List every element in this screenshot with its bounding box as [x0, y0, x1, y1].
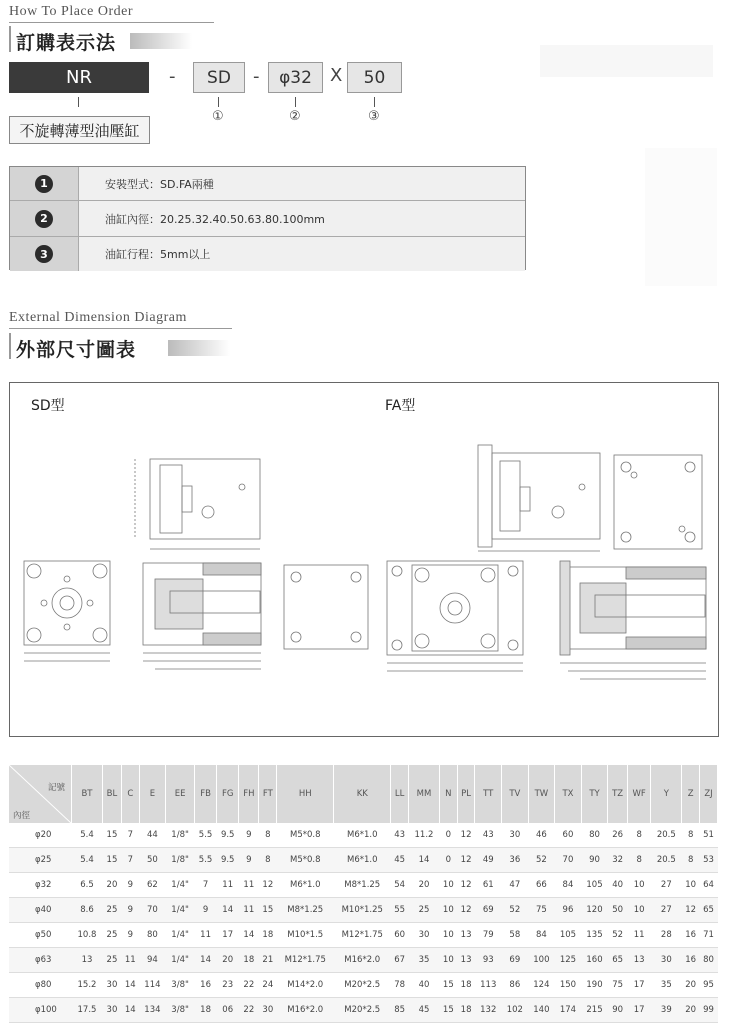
table-cell: 17.5	[72, 998, 103, 1023]
table-cell: 55	[391, 898, 409, 923]
table-cell: 9	[121, 898, 139, 923]
table-cell: 79	[475, 923, 502, 948]
table-cell: 36	[502, 848, 529, 873]
table-cell: 15	[439, 998, 457, 1023]
table-cell: 134	[139, 998, 166, 1023]
table-cell: 18	[259, 923, 277, 948]
column-header: Y	[651, 765, 682, 823]
table-cell: 1/4"	[166, 873, 195, 898]
spec-text: 安裝型式：SD.FA兩種	[79, 167, 525, 200]
table-cell: 100	[528, 948, 555, 973]
table-cell: M6*1.0	[334, 823, 391, 848]
table-header-row	[9, 765, 718, 823]
table-cell: 8	[259, 823, 277, 848]
table-cell: 120	[581, 898, 608, 923]
table-cell: 114	[139, 973, 166, 998]
table-cell: 60	[391, 923, 409, 948]
stroke-code-box: 50	[347, 62, 402, 93]
table-cell: 3/8"	[166, 973, 195, 998]
spec-number-cell	[10, 237, 79, 271]
corner-bottom-label: 內徑	[13, 811, 31, 821]
order-section-title-en: How To Place Order	[9, 4, 134, 19]
ghost-bleed-panel	[645, 148, 717, 286]
table-cell: 14	[195, 948, 217, 973]
column-header: KK	[334, 765, 391, 823]
table-cell: 90	[608, 998, 628, 1023]
table-cell: 20	[102, 873, 121, 898]
table-cell: 1/4"	[166, 948, 195, 973]
column-header: EE	[166, 765, 195, 823]
corner-top-label: 記號	[47, 783, 65, 793]
column-header: TW	[528, 765, 555, 823]
table-cell: 150	[555, 973, 582, 998]
table-cell: M6*1.0	[277, 873, 334, 898]
table-cell: 16	[682, 948, 700, 973]
table-cell: 5.4	[72, 848, 103, 873]
table-cell: 9.5	[217, 848, 239, 873]
table-cell: 3/8"	[166, 998, 195, 1023]
table-cell: 52	[502, 898, 529, 923]
mark-1: ①	[212, 109, 224, 124]
column-header: C	[121, 765, 139, 823]
table-cell: 35	[651, 973, 682, 998]
table-cell: M5*0.8	[277, 823, 334, 848]
table-cell: 10	[682, 873, 700, 898]
table-cell: 8	[259, 848, 277, 873]
number-badge: 1	[35, 175, 53, 193]
fa-type-label: FA型	[385, 398, 416, 414]
table-cell: 39	[651, 998, 682, 1023]
table-cell: 67	[391, 948, 409, 973]
dimension-diagram-frame	[9, 382, 719, 737]
table-cell: 80	[700, 948, 718, 973]
separator-dash-2: -	[253, 66, 260, 87]
table-cell: M16*2.0	[277, 998, 334, 1023]
table-cell: 70	[555, 848, 582, 873]
column-header: BL	[102, 765, 121, 823]
divider	[9, 328, 232, 329]
title-gradient-decoration	[130, 33, 192, 49]
bore-code-box: φ32	[268, 62, 323, 93]
table-cell: 10	[627, 873, 650, 898]
bore-size-cell: φ25	[9, 848, 72, 873]
table-cell: 15	[102, 823, 121, 848]
table-cell: 06	[217, 998, 239, 1023]
table-row	[9, 998, 718, 1023]
table-row	[9, 898, 718, 923]
table-cell: 75	[608, 973, 628, 998]
table-cell: 30	[408, 923, 439, 948]
table-cell: 30	[102, 998, 121, 1023]
table-cell: 10	[439, 873, 457, 898]
bore-size-cell: φ40	[9, 898, 72, 923]
table-cell: 12	[682, 898, 700, 923]
table-cell: 1/8"	[166, 848, 195, 873]
table-cell: 30	[259, 998, 277, 1023]
table-cell: 16	[682, 923, 700, 948]
table-cell: M10*1.5	[277, 923, 334, 948]
table-cell: 11	[121, 948, 139, 973]
table-cell: 58	[502, 923, 529, 948]
sd-section-view	[143, 563, 261, 669]
table-cell: 20	[682, 998, 700, 1023]
spec-row	[10, 167, 525, 201]
table-cell: 13	[72, 948, 103, 973]
sd-front-view	[24, 561, 110, 661]
table-cell: M16*2.0	[334, 948, 391, 973]
model-code-box: NR	[9, 62, 149, 93]
table-cell: 12	[457, 898, 475, 923]
table-cell: 52	[528, 848, 555, 873]
bore-size-cell: φ32	[9, 873, 72, 898]
table-cell: 1/4"	[166, 898, 195, 923]
table-cell: 18	[457, 998, 475, 1023]
table-cell: 99	[700, 998, 718, 1023]
table-cell: 9.5	[217, 823, 239, 848]
table-cell: 6.5	[72, 873, 103, 898]
table-cell: 20	[682, 973, 700, 998]
column-header: TX	[555, 765, 582, 823]
table-cell: 26	[608, 823, 628, 848]
table-cell: 9	[239, 848, 259, 873]
fa-section-view	[560, 561, 706, 679]
bore-size-cell: φ100	[9, 998, 72, 1023]
spec-number-cell	[10, 201, 79, 236]
table-cell: 12	[457, 873, 475, 898]
table-cell: 10	[439, 923, 457, 948]
table-cell: M8*1.25	[334, 873, 391, 898]
table-cell: 124	[528, 973, 555, 998]
table-row	[9, 823, 718, 848]
table-cell: 132	[475, 998, 502, 1023]
table-cell: 9	[195, 898, 217, 923]
column-header: TV	[502, 765, 529, 823]
table-cell: 40	[408, 973, 439, 998]
table-cell: 140	[528, 998, 555, 1023]
table-cell: 174	[555, 998, 582, 1023]
bore-tick	[295, 97, 296, 107]
table-cell: 17	[627, 973, 650, 998]
table-cell: 102	[502, 998, 529, 1023]
table-cell: 25	[102, 948, 121, 973]
table-cell: 94	[139, 948, 166, 973]
spec-text: 油缸內徑：20.25.32.40.50.63.80.100mm	[79, 201, 525, 236]
table-row	[9, 973, 718, 998]
sd-rear-view	[284, 565, 368, 649]
table-cell: 20.5	[651, 848, 682, 873]
table-cell: 69	[475, 898, 502, 923]
table-cell: 85	[391, 998, 409, 1023]
column-header: FH	[239, 765, 259, 823]
table-row	[9, 923, 718, 948]
table-cell: 24	[259, 973, 277, 998]
table-cell: M10*1.25	[334, 898, 391, 923]
spec-number-cell	[10, 167, 79, 200]
table-cell: 47	[502, 873, 529, 898]
corner-header	[9, 765, 72, 823]
table-cell: 8	[682, 848, 700, 873]
table-cell: 105	[581, 873, 608, 898]
table-cell: 0	[439, 848, 457, 873]
table-cell: 1/8"	[166, 823, 195, 848]
table-cell: 20.5	[651, 823, 682, 848]
table-cell: 125	[555, 948, 582, 973]
table-cell: 20	[408, 873, 439, 898]
table-cell: 215	[581, 998, 608, 1023]
divider	[9, 22, 214, 23]
accent-bar	[9, 333, 11, 359]
table-cell: 25	[102, 923, 121, 948]
table-cell: 11	[195, 923, 217, 948]
product-name-box: 不旋轉薄型油壓缸	[9, 116, 150, 144]
table-cell: 14	[239, 923, 259, 948]
table-cell: 8.6	[72, 898, 103, 923]
table-cell: 64	[700, 873, 718, 898]
dimension-section-title-zh: 外部尺寸圖表	[16, 339, 137, 361]
table-cell: 11	[627, 923, 650, 948]
table-cell: 135	[581, 923, 608, 948]
table-cell: 13	[457, 948, 475, 973]
ghost-bleed-box	[540, 45, 713, 77]
table-cell: 15	[439, 973, 457, 998]
table-cell: 13	[627, 948, 650, 973]
table-cell: 22	[239, 973, 259, 998]
number-badge: 2	[35, 210, 53, 228]
table-cell: 12	[457, 848, 475, 873]
table-cell: 52	[608, 923, 628, 948]
table-cell: 11	[239, 873, 259, 898]
table-cell: 7	[121, 848, 139, 873]
table-cell: 54	[391, 873, 409, 898]
table-cell: 66	[528, 873, 555, 898]
table-cell: 11	[239, 898, 259, 923]
table-cell: 105	[555, 923, 582, 948]
bore-size-cell: φ63	[9, 948, 72, 973]
table-cell: 78	[391, 973, 409, 998]
table-cell: 93	[475, 948, 502, 973]
column-header: LL	[391, 765, 409, 823]
column-header: TZ	[608, 765, 628, 823]
table-cell: 18	[195, 998, 217, 1023]
table-cell: 84	[528, 923, 555, 948]
table-cell: 0	[439, 823, 457, 848]
table-cell: 12	[259, 873, 277, 898]
model-tick	[78, 97, 79, 107]
table-cell: 80	[139, 923, 166, 948]
spec-text: 油缸行程：5mm以上	[79, 237, 525, 271]
table-cell: 7	[121, 823, 139, 848]
table-cell: 5.5	[195, 848, 217, 873]
table-cell: 96	[555, 898, 582, 923]
bore-size-cell: φ50	[9, 923, 72, 948]
table-row	[9, 848, 718, 873]
fa-flange-view	[614, 455, 702, 549]
table-cell: 20	[217, 948, 239, 973]
table-cell: M14*2.0	[277, 973, 334, 998]
table-cell: 10.8	[72, 923, 103, 948]
column-header: FT	[259, 765, 277, 823]
table-cell: 160	[581, 948, 608, 973]
mark-2: ②	[289, 109, 301, 124]
table-cell: 1/4"	[166, 923, 195, 948]
column-header: ZJ	[700, 765, 718, 823]
table-cell: 113	[475, 973, 502, 998]
table-cell: 90	[581, 848, 608, 873]
table-cell: 44	[139, 823, 166, 848]
table-row	[9, 873, 718, 898]
table-cell: 15	[102, 848, 121, 873]
table-cell: 16	[195, 973, 217, 998]
table-cell: 14	[408, 848, 439, 873]
spec-row	[10, 237, 525, 271]
table-cell: 7	[195, 873, 217, 898]
table-cell: 46	[528, 823, 555, 848]
table-cell: 9	[239, 823, 259, 848]
table-cell: 86	[502, 973, 529, 998]
fa-side-view	[478, 445, 600, 551]
table-cell: 30	[502, 823, 529, 848]
sd-type-label: SD型	[31, 398, 65, 414]
table-cell: 35	[408, 948, 439, 973]
table-cell: 30	[102, 973, 121, 998]
table-cell: 43	[391, 823, 409, 848]
table-cell: 17	[627, 998, 650, 1023]
table-cell: 5.5	[195, 823, 217, 848]
table-cell: 53	[700, 848, 718, 873]
table-cell: 69	[502, 948, 529, 973]
mount-code-box: SD	[193, 62, 245, 93]
table-cell: 84	[555, 873, 582, 898]
table-cell: 50	[139, 848, 166, 873]
column-header: FG	[217, 765, 239, 823]
table-cell: 9	[121, 923, 139, 948]
table-cell: 17	[217, 923, 239, 948]
table-cell: 50	[608, 898, 628, 923]
column-header: N	[439, 765, 457, 823]
table-cell: 23	[217, 973, 239, 998]
table-cell: 14	[121, 973, 139, 998]
table-cell: 80	[581, 823, 608, 848]
table-cell: 8	[682, 823, 700, 848]
table-cell: 11.2	[408, 823, 439, 848]
table-cell: 11	[217, 873, 239, 898]
column-header: BT	[72, 765, 103, 823]
separator-x: X	[330, 65, 343, 86]
dimension-drawings	[10, 383, 718, 736]
table-cell: 10	[627, 898, 650, 923]
sd-side-view	[135, 459, 260, 549]
table-cell: 28	[651, 923, 682, 948]
column-header: PL	[457, 765, 475, 823]
table-cell: 70	[139, 898, 166, 923]
table-cell: 45	[391, 848, 409, 873]
table-cell: 25	[408, 898, 439, 923]
table-cell: 40	[608, 873, 628, 898]
table-cell: 65	[700, 898, 718, 923]
table-cell: 13	[457, 923, 475, 948]
table-cell: 71	[700, 923, 718, 948]
dimension-section-title-en: External Dimension Diagram	[9, 310, 187, 325]
table-cell: 45	[408, 998, 439, 1023]
column-header: WF	[627, 765, 650, 823]
order-section-title-zh: 訂購表示法	[16, 32, 117, 54]
column-header: MM	[408, 765, 439, 823]
table-cell: 5.4	[72, 823, 103, 848]
column-header: TT	[475, 765, 502, 823]
title-gradient-decoration	[168, 340, 230, 356]
table-cell: 43	[475, 823, 502, 848]
mount-tick	[218, 97, 219, 107]
table-cell: 61	[475, 873, 502, 898]
column-header: Z	[682, 765, 700, 823]
table-cell: 25	[102, 898, 121, 923]
column-header: TY	[581, 765, 608, 823]
table-cell: 18	[457, 973, 475, 998]
column-header: FB	[195, 765, 217, 823]
table-row	[9, 948, 718, 973]
table-cell: 12	[457, 823, 475, 848]
table-cell: 22	[239, 998, 259, 1023]
table-cell: 18	[239, 948, 259, 973]
table-cell: 14	[217, 898, 239, 923]
table-cell: M5*0.8	[277, 848, 334, 873]
table-cell: 9	[121, 873, 139, 898]
table-cell: 8	[627, 823, 650, 848]
table-cell: M12*1.75	[277, 948, 334, 973]
accent-bar	[9, 26, 11, 52]
table-cell: M8*1.25	[277, 898, 334, 923]
table-cell: 190	[581, 973, 608, 998]
table-cell: 21	[259, 948, 277, 973]
bore-size-cell: φ20	[9, 823, 72, 848]
mark-3: ③	[368, 109, 380, 124]
table-cell: 32	[608, 848, 628, 873]
table-cell: 62	[139, 873, 166, 898]
table-cell: 75	[528, 898, 555, 923]
table-cell: 30	[651, 948, 682, 973]
spec-row	[10, 201, 525, 237]
table-cell: 8	[627, 848, 650, 873]
table-cell: 10	[439, 948, 457, 973]
separator-dash-1: -	[169, 66, 176, 87]
column-header: HH	[277, 765, 334, 823]
table-cell: M12*1.75	[334, 923, 391, 948]
table-cell: M6*1.0	[334, 848, 391, 873]
table-cell: 95	[700, 973, 718, 998]
stroke-tick	[374, 97, 375, 107]
table-cell: 14	[121, 998, 139, 1023]
table-cell: 60	[555, 823, 582, 848]
dimension-table	[9, 765, 718, 1023]
table-cell: 10	[439, 898, 457, 923]
table-cell: M20*2.5	[334, 973, 391, 998]
fa-front-view	[387, 561, 523, 671]
table-cell: 65	[608, 948, 628, 973]
table-cell: 51	[700, 823, 718, 848]
number-badge: 3	[35, 245, 53, 263]
table-cell: 49	[475, 848, 502, 873]
column-header: E	[139, 765, 166, 823]
spec-table	[9, 166, 526, 270]
table-cell: 27	[651, 873, 682, 898]
bore-size-cell: φ80	[9, 973, 72, 998]
table-cell: 15.2	[72, 973, 103, 998]
table-cell: M20*2.5	[334, 998, 391, 1023]
table-cell: 15	[259, 898, 277, 923]
table-cell: 27	[651, 898, 682, 923]
